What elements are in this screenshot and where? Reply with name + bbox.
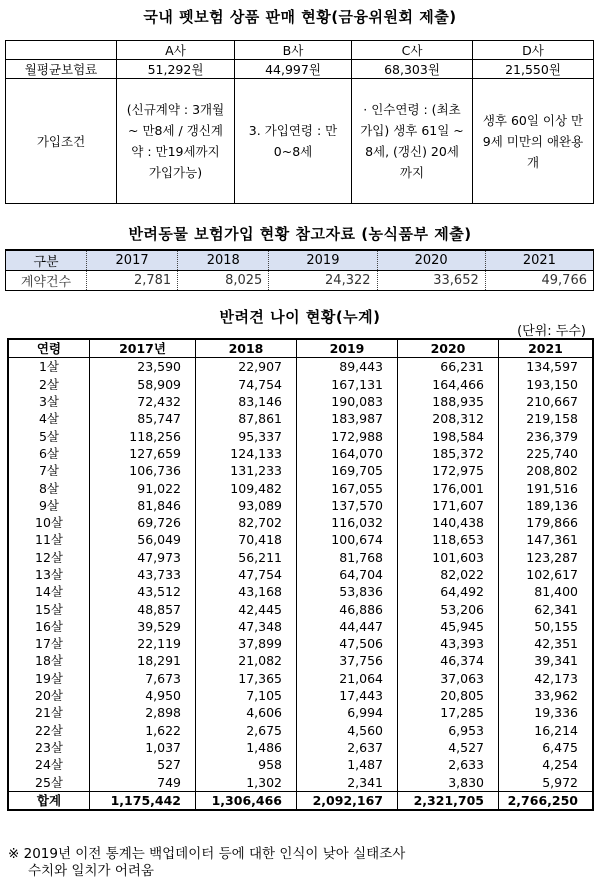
count-cell: 2,092,167 xyxy=(297,791,398,810)
age-label: 21살 xyxy=(8,704,90,721)
age-label: 2살 xyxy=(8,376,90,393)
count-cell: 190,083 xyxy=(297,393,398,410)
count-cell: 43,512 xyxy=(90,583,196,600)
age-label: 17살 xyxy=(8,635,90,652)
age-label: 15살 xyxy=(8,600,90,617)
year-header: 2018 xyxy=(178,250,269,271)
count-cell: 46,374 xyxy=(398,652,499,669)
count-cell: 47,506 xyxy=(297,635,398,652)
count-cell: 137,570 xyxy=(297,497,398,514)
count-cell: 64,704 xyxy=(297,566,398,583)
count-cell: 47,973 xyxy=(90,549,196,566)
count-cell: 87,861 xyxy=(196,410,297,427)
count-cell: 21,064 xyxy=(297,670,398,687)
count-cell: 527 xyxy=(90,756,196,773)
company-header: D사 xyxy=(473,41,594,60)
count-cell: 72,432 xyxy=(90,393,196,410)
count-cell: 4,527 xyxy=(398,739,499,756)
count-cell: 167,131 xyxy=(297,376,398,393)
total-row xyxy=(8,791,593,810)
count-cell: 164,070 xyxy=(297,445,398,462)
table-row xyxy=(8,393,593,410)
count-cell: 7,673 xyxy=(90,670,196,687)
count-cell: 18,291 xyxy=(90,652,196,669)
condition-value: (신규계약 : 3개월 ~ 만8세 / 갱신계약 : 만19세까지 가입가능) xyxy=(117,79,235,204)
count-cell: 5,972 xyxy=(499,773,594,791)
table2-title: 반려동물 보험가입 현황 참고자료 (농식품부 제출) xyxy=(128,225,472,243)
table-row xyxy=(8,358,593,376)
count-cell: 43,393 xyxy=(398,635,499,652)
table-row xyxy=(8,652,593,669)
count-cell: 749 xyxy=(90,773,196,791)
table-row xyxy=(8,773,593,791)
premium-value: 68,303원 xyxy=(352,60,473,79)
age-label: 8살 xyxy=(8,479,90,496)
count-cell: 83,146 xyxy=(196,393,297,410)
table1-title: 국내 펫보험 상품 판매 현황(금융위원회 제출) xyxy=(143,8,457,26)
age-label: 22살 xyxy=(8,722,90,739)
count-cell: 4,560 xyxy=(297,722,398,739)
age-label: 12살 xyxy=(8,549,90,566)
age-label: 6살 xyxy=(8,445,90,462)
age-label: 23살 xyxy=(8,739,90,756)
table-row xyxy=(8,462,593,479)
count-cell: 19,336 xyxy=(499,704,594,721)
count-cell: 100,674 xyxy=(297,531,398,548)
count-cell: 101,603 xyxy=(398,549,499,566)
table-row xyxy=(8,739,593,756)
count-cell: 42,445 xyxy=(196,600,297,617)
count-cell: 183,987 xyxy=(297,410,398,427)
count-cell: 21,082 xyxy=(196,652,297,669)
age-label: 13살 xyxy=(8,566,90,583)
count-cell: 4,254 xyxy=(499,756,594,773)
count-cell: 89,443 xyxy=(297,358,398,376)
count-cell: 22,119 xyxy=(90,635,196,652)
age-label: 9살 xyxy=(8,497,90,514)
count-cell: 81,400 xyxy=(499,583,594,600)
year-header: 2019 xyxy=(269,250,377,271)
age-label: 4살 xyxy=(8,410,90,427)
contract-count: 2,781 xyxy=(87,271,178,291)
count-cell: 56,049 xyxy=(90,531,196,548)
corner-cell xyxy=(6,41,117,60)
count-cell: 193,150 xyxy=(499,376,594,393)
table-row xyxy=(8,427,593,444)
column-header: 2018 xyxy=(196,339,297,358)
count-cell: 17,285 xyxy=(398,704,499,721)
count-cell: 95,337 xyxy=(196,427,297,444)
column-header: 연령 xyxy=(8,339,90,358)
count-cell: 958 xyxy=(196,756,297,773)
premium-value: 21,550원 xyxy=(473,60,594,79)
table-row xyxy=(8,514,593,531)
count-cell: 219,158 xyxy=(499,410,594,427)
count-cell: 44,447 xyxy=(297,618,398,635)
count-cell: 39,341 xyxy=(499,652,594,669)
count-cell: 188,935 xyxy=(398,393,499,410)
count-cell: 64,492 xyxy=(398,583,499,600)
count-cell: 2,321,705 xyxy=(398,791,499,810)
count-cell: 236,379 xyxy=(499,427,594,444)
age-label: 19살 xyxy=(8,670,90,687)
count-cell: 172,988 xyxy=(297,427,398,444)
count-cell: 58,909 xyxy=(90,376,196,393)
count-cell: 66,231 xyxy=(398,358,499,376)
table3-title: 반려견 나이 현황(누계) xyxy=(219,308,381,326)
count-cell: 1,486 xyxy=(196,739,297,756)
count-cell: 43,168 xyxy=(196,583,297,600)
table-row xyxy=(8,583,593,600)
count-cell: 37,899 xyxy=(196,635,297,652)
age-label: 1살 xyxy=(8,358,90,376)
row-label: 계약건수 xyxy=(6,271,87,291)
count-cell: 140,438 xyxy=(398,514,499,531)
count-cell: 53,836 xyxy=(297,583,398,600)
table-row xyxy=(8,376,593,393)
count-cell: 172,975 xyxy=(398,462,499,479)
count-cell: 185,372 xyxy=(398,445,499,462)
footnote-line: ※ 2019년 이전 통계는 백업데이터 등에 대한 인식이 낮아 실태조사 xyxy=(8,846,406,862)
count-cell: 2,633 xyxy=(398,756,499,773)
count-cell: 102,617 xyxy=(499,566,594,583)
table-row xyxy=(8,756,593,773)
column-header: 2017년 xyxy=(90,339,196,358)
age-label: 24살 xyxy=(8,756,90,773)
year-header: 2017 xyxy=(87,250,178,271)
contract-count: 8,025 xyxy=(178,271,269,291)
premium-label: 월평균보험료 xyxy=(6,60,117,79)
footnote xyxy=(8,846,596,880)
age-label: 16살 xyxy=(8,618,90,635)
count-cell: 131,233 xyxy=(196,462,297,479)
age-label: 3살 xyxy=(8,393,90,410)
count-cell: 6,953 xyxy=(398,722,499,739)
count-cell: 69,726 xyxy=(90,514,196,531)
count-cell: 147,361 xyxy=(499,531,594,548)
count-cell: 118,653 xyxy=(398,531,499,548)
count-cell: 17,365 xyxy=(196,670,297,687)
count-cell: 93,089 xyxy=(196,497,297,514)
age-label: 5살 xyxy=(8,427,90,444)
count-cell: 37,756 xyxy=(297,652,398,669)
age-label: 18살 xyxy=(8,652,90,669)
count-cell: 1,037 xyxy=(90,739,196,756)
condition-value: 생후 60일 이상 만 9세 미만의 애완용 개 xyxy=(473,79,594,204)
table-header-row xyxy=(8,339,593,358)
premium-value: 51,292원 xyxy=(117,60,235,79)
column-header: 2020 xyxy=(398,339,499,358)
count-cell: 189,136 xyxy=(499,497,594,514)
count-cell: 47,754 xyxy=(196,566,297,583)
count-cell: 42,351 xyxy=(499,635,594,652)
count-cell: 46,886 xyxy=(297,600,398,617)
table-row xyxy=(8,566,593,583)
count-cell: 48,857 xyxy=(90,600,196,617)
count-cell: 134,597 xyxy=(499,358,594,376)
contract-count: 49,766 xyxy=(485,271,593,291)
count-cell: 33,962 xyxy=(499,687,594,704)
count-cell: 2,675 xyxy=(196,722,297,739)
count-cell: 22,907 xyxy=(196,358,297,376)
count-cell: 56,211 xyxy=(196,549,297,566)
table-row xyxy=(8,635,593,652)
count-cell: 91,022 xyxy=(90,479,196,496)
table-row xyxy=(8,531,593,548)
table-row xyxy=(8,687,593,704)
count-cell: 85,747 xyxy=(90,410,196,427)
company-header: B사 xyxy=(235,41,352,60)
pet-insurance-sales-table xyxy=(5,40,594,204)
count-cell: 1,175,442 xyxy=(90,791,196,810)
count-cell: 2,766,250 xyxy=(499,791,594,810)
count-cell: 20,805 xyxy=(398,687,499,704)
count-cell: 124,133 xyxy=(196,445,297,462)
age-label: 25살 xyxy=(8,773,90,791)
count-cell: 191,516 xyxy=(499,479,594,496)
condition-value: 3. 가입연령 : 만0~8세 xyxy=(235,79,352,204)
count-cell: 2,898 xyxy=(90,704,196,721)
count-cell: 2,341 xyxy=(297,773,398,791)
contract-count: 24,322 xyxy=(269,271,377,291)
count-cell: 82,702 xyxy=(196,514,297,531)
table-row xyxy=(8,600,593,617)
year-header: 2020 xyxy=(377,250,485,271)
count-cell: 50,155 xyxy=(499,618,594,635)
count-cell: 82,022 xyxy=(398,566,499,583)
count-cell: 3,830 xyxy=(398,773,499,791)
count-cell: 171,607 xyxy=(398,497,499,514)
count-cell: 6,475 xyxy=(499,739,594,756)
count-cell: 39,529 xyxy=(90,618,196,635)
age-label: 7살 xyxy=(8,462,90,479)
column-header: 2019 xyxy=(297,339,398,358)
condition-value: · 인수연령 : (최초 가입) 생후 61일 ~ 8세, (갱신) 20세까지 xyxy=(352,79,473,204)
condition-label: 가입조건 xyxy=(6,79,117,204)
count-cell: 208,802 xyxy=(499,462,594,479)
count-cell: 198,584 xyxy=(398,427,499,444)
table-row xyxy=(8,549,593,566)
count-cell: 116,032 xyxy=(297,514,398,531)
table-row xyxy=(8,479,593,496)
count-cell: 123,287 xyxy=(499,549,594,566)
count-cell: 109,482 xyxy=(196,479,297,496)
table-row xyxy=(8,704,593,721)
count-cell: 17,443 xyxy=(297,687,398,704)
count-cell: 1,487 xyxy=(297,756,398,773)
column-header: 2021 xyxy=(499,339,594,358)
age-label: 20살 xyxy=(8,687,90,704)
dog-age-table xyxy=(7,338,594,811)
count-cell: 74,754 xyxy=(196,376,297,393)
count-cell: 47,348 xyxy=(196,618,297,635)
count-cell: 225,740 xyxy=(499,445,594,462)
count-cell: 6,994 xyxy=(297,704,398,721)
age-label: 11살 xyxy=(8,531,90,548)
table-row xyxy=(8,670,593,687)
count-cell: 179,866 xyxy=(499,514,594,531)
table-row xyxy=(8,722,593,739)
count-cell: 167,055 xyxy=(297,479,398,496)
count-cell: 7,105 xyxy=(196,687,297,704)
count-cell: 1,302 xyxy=(196,773,297,791)
count-cell: 127,659 xyxy=(90,445,196,462)
premium-value: 44,997원 xyxy=(235,60,352,79)
count-cell: 164,466 xyxy=(398,376,499,393)
count-cell: 2,637 xyxy=(297,739,398,756)
count-cell: 1,622 xyxy=(90,722,196,739)
count-cell: 4,606 xyxy=(196,704,297,721)
table-row xyxy=(8,445,593,462)
count-cell: 45,945 xyxy=(398,618,499,635)
table-row xyxy=(8,497,593,514)
count-cell: 43,733 xyxy=(90,566,196,583)
count-cell: 118,256 xyxy=(90,427,196,444)
count-cell: 208,312 xyxy=(398,410,499,427)
count-cell: 106,736 xyxy=(90,462,196,479)
count-cell: 210,667 xyxy=(499,393,594,410)
count-cell: 62,341 xyxy=(499,600,594,617)
count-cell: 16,214 xyxy=(499,722,594,739)
unit-label: (단위: 두수) xyxy=(517,324,586,339)
header-label: 구분 xyxy=(6,250,87,271)
age-label: 합계 xyxy=(8,791,90,810)
count-cell: 42,173 xyxy=(499,670,594,687)
table-row xyxy=(8,410,593,427)
count-cell: 81,768 xyxy=(297,549,398,566)
count-cell: 169,705 xyxy=(297,462,398,479)
insurance-contract-table xyxy=(5,249,594,291)
count-cell: 176,001 xyxy=(398,479,499,496)
count-cell: 53,206 xyxy=(398,600,499,617)
count-cell: 70,418 xyxy=(196,531,297,548)
count-cell: 4,950 xyxy=(90,687,196,704)
year-header: 2021 xyxy=(485,250,593,271)
count-cell: 23,590 xyxy=(90,358,196,376)
age-label: 10살 xyxy=(8,514,90,531)
contract-count: 33,652 xyxy=(377,271,485,291)
age-label: 14살 xyxy=(8,583,90,600)
footnote-line: 수치와 일치가 어려움 xyxy=(28,863,154,879)
count-cell: 81,846 xyxy=(90,497,196,514)
count-cell: 37,063 xyxy=(398,670,499,687)
company-header: C사 xyxy=(352,41,473,60)
count-cell: 1,306,466 xyxy=(196,791,297,810)
table-row xyxy=(8,618,593,635)
company-header: A사 xyxy=(117,41,235,60)
